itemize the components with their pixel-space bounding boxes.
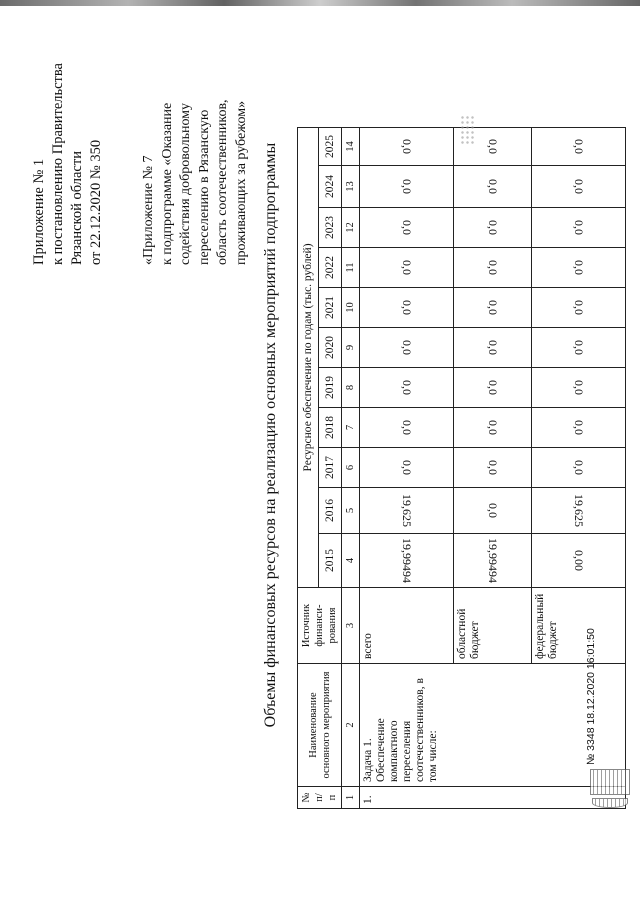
cell-regional-2022: 0,0 bbox=[454, 248, 532, 288]
cell-federal-2025: 0,0 bbox=[532, 128, 626, 166]
cell-regional-2023: 0,0 bbox=[454, 208, 532, 248]
appendix-line-1: Приложение № 1 bbox=[31, 158, 47, 265]
year-2018: 2018 bbox=[319, 408, 342, 448]
colnum-10: 10 bbox=[342, 288, 360, 328]
cell-federal-2023: 0,0 bbox=[532, 208, 626, 248]
colnum-14: 14 bbox=[342, 128, 360, 166]
appendix7-block bbox=[140, 5, 251, 265]
cell-regional-2019: 0,0 bbox=[454, 368, 532, 408]
colnum-2: 2 bbox=[342, 664, 360, 787]
colnum-5: 5 bbox=[342, 488, 360, 534]
colnum-11: 11 bbox=[342, 248, 360, 288]
cell-total-2019: 0,0 bbox=[360, 368, 454, 408]
cell-regional-2015: 19,99494 bbox=[454, 534, 532, 588]
cell-total-2020: 0,0 bbox=[360, 328, 454, 368]
year-2025: 2025 bbox=[319, 128, 342, 166]
appendix7-line-6: проживающих за рубежом» bbox=[233, 100, 249, 265]
year-2017: 2017 bbox=[319, 448, 342, 488]
cell-total-2022: 0,0 bbox=[360, 248, 454, 288]
appendix-line-2: к постановлению Правительства bbox=[50, 63, 66, 265]
header-resources-group: Ресурсное обеспечение по годам (тыс. рублей) bbox=[298, 128, 319, 588]
year-2016: 2016 bbox=[319, 488, 342, 534]
cell-federal-2018: 0,0 bbox=[532, 408, 626, 448]
cell-total-2018: 0,0 bbox=[360, 408, 454, 448]
colnum-9: 9 bbox=[342, 328, 360, 368]
cell-federal-2020: 0,0 bbox=[532, 328, 626, 368]
source-federal: федеральный бюджет bbox=[532, 588, 626, 664]
resources-table bbox=[297, 127, 626, 809]
cell-total-2016: 19,625 bbox=[360, 488, 454, 534]
cell-regional-2025: 0,0 bbox=[454, 128, 532, 166]
cell-total-2021: 0,0 bbox=[360, 288, 454, 328]
cell-total-2024: 0,0 bbox=[360, 166, 454, 208]
cell-regional-2021: 0,0 bbox=[454, 288, 532, 328]
table-heading: Объемы финансовых ресурсов на реализацию основных мероприятий подпрограммы bbox=[262, 142, 279, 728]
cell-federal-2016: 19,625 bbox=[532, 488, 626, 534]
cell-regional-2020: 0,0 bbox=[454, 328, 532, 368]
colnum-6: 6 bbox=[342, 448, 360, 488]
registration-barcode-icon bbox=[590, 769, 630, 795]
cell-total-2017: 0,0 bbox=[360, 448, 454, 488]
source-regional: областной бюджет bbox=[454, 588, 532, 664]
cell-total-2025: 0,0 bbox=[360, 128, 454, 166]
year-2019: 2019 bbox=[319, 368, 342, 408]
cell-federal-2015: 0,00 bbox=[532, 534, 626, 588]
appendix-line-3: Рязанской области bbox=[69, 151, 85, 265]
year-2022: 2022 bbox=[319, 248, 342, 288]
cell-regional-2024: 0,0 bbox=[454, 166, 532, 208]
cell-federal-2022: 0,0 bbox=[532, 248, 626, 288]
appendix7-line-3: содействия добровольному bbox=[178, 102, 193, 265]
colnum-7: 7 bbox=[342, 408, 360, 448]
appendix7-line-2: к подпрограмме «Оказание bbox=[159, 102, 175, 265]
header-source: Источник финанси-рования bbox=[298, 588, 342, 664]
colnum-3: 3 bbox=[342, 588, 360, 664]
appendix7-line-5: область соотечественников, bbox=[215, 99, 230, 265]
year-2024: 2024 bbox=[319, 166, 342, 208]
cell-federal-2017: 0,0 bbox=[532, 448, 626, 488]
colnum-12: 12 bbox=[342, 208, 360, 248]
cell-regional-2018: 0,0 bbox=[454, 408, 532, 448]
cell-federal-2019: 0,0 bbox=[532, 368, 626, 408]
appendix-block bbox=[30, 20, 106, 265]
task-label: Задача 1. bbox=[362, 738, 374, 782]
cell-regional-2016: 0,0 bbox=[454, 488, 532, 534]
colnum-8: 8 bbox=[342, 368, 360, 408]
year-2020: 2020 bbox=[319, 328, 342, 368]
scan-smudge bbox=[460, 115, 474, 145]
year-2023: 2023 bbox=[319, 208, 342, 248]
year-2021: 2021 bbox=[319, 288, 342, 328]
colnum-4: 4 bbox=[342, 534, 360, 588]
colnum-13: 13 bbox=[342, 166, 360, 208]
source-total: всего bbox=[360, 588, 454, 664]
appendix7-line-4: переселению в Рязанскую bbox=[196, 109, 212, 265]
header-name: Наименование основного мероприятия bbox=[298, 664, 342, 787]
cell-total-2023: 0,0 bbox=[360, 208, 454, 248]
appendix7-line-1: «Приложение № 7 bbox=[141, 155, 156, 265]
cell-federal-2024: 0,0 bbox=[532, 166, 626, 208]
year-2015: 2015 bbox=[319, 534, 342, 588]
task-text: Обеспечение компактного переселения соотечественников, в том числе: bbox=[375, 678, 439, 782]
row-number: 1. bbox=[360, 787, 626, 809]
registration-seal-icon bbox=[592, 798, 628, 808]
header-num: № п/п bbox=[298, 787, 342, 809]
colnum-1: 1 bbox=[342, 787, 360, 809]
cell-regional-2017: 0,0 bbox=[454, 448, 532, 488]
cell-federal-2021: 0,0 bbox=[532, 288, 626, 328]
appendix-line-4: от 22.12.2020 № 350 bbox=[88, 139, 104, 265]
registration-stamp: № 3348 18.12.2020 16:01:50 bbox=[585, 628, 597, 765]
cell-total-2015: 19,99494 bbox=[360, 534, 454, 588]
